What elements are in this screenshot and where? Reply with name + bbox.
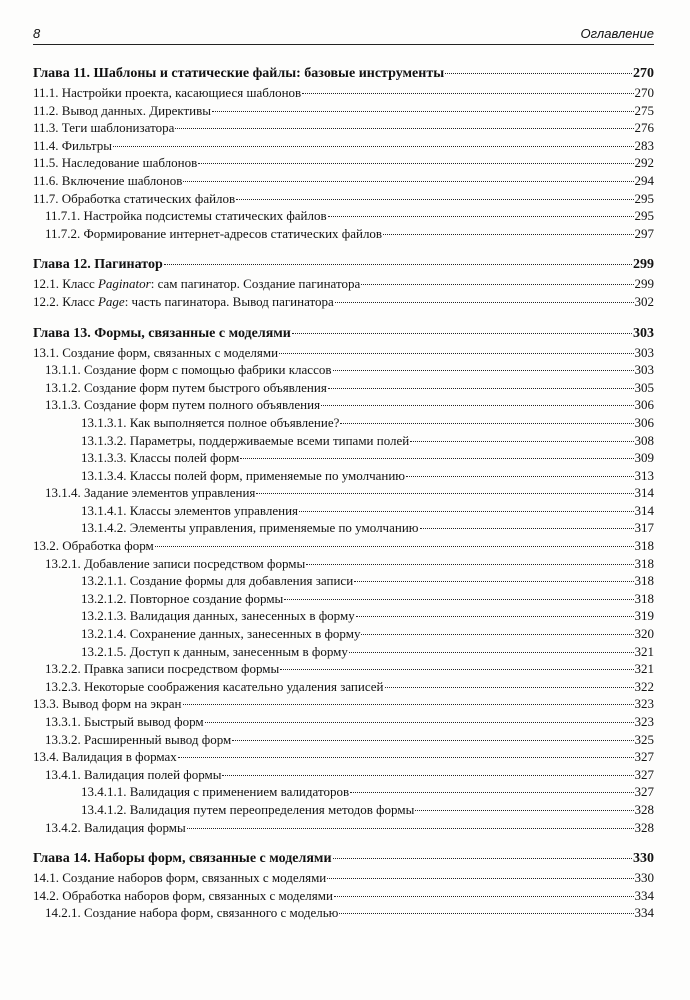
page-ref: 275 xyxy=(634,102,654,118)
dot-leader xyxy=(361,630,633,635)
dot-leader xyxy=(212,107,634,112)
dot-leader xyxy=(183,177,633,182)
page-ref: 334 xyxy=(634,905,654,921)
section-title: 13.3. Вывод форм на экран xyxy=(33,696,182,712)
page-ref: 313 xyxy=(634,467,654,483)
section-title: 13.1.4.2. Элементы управления, применяемые по умолчанию xyxy=(81,520,419,536)
dot-leader xyxy=(178,753,634,758)
dot-leader xyxy=(279,349,633,354)
page-ref: 327 xyxy=(634,766,654,782)
toc-entry-row[interactable] xyxy=(33,695,654,713)
toc-entry-row[interactable] xyxy=(33,102,654,120)
page-ref: 306 xyxy=(634,397,654,413)
page-ref: 320 xyxy=(634,626,654,642)
section-title: 11.6. Включение шаблонов xyxy=(33,172,183,188)
page-ref: 305 xyxy=(634,379,654,395)
section-title: 11.7.2. Формирование интернет-адресов статических файлов xyxy=(45,225,383,241)
dot-leader xyxy=(205,718,634,723)
toc-entry-row[interactable] xyxy=(33,678,654,696)
section-title: 13.1.3.4. Классы полей форм, применяемые по умолчанию xyxy=(81,467,406,483)
toc-entry-row[interactable] xyxy=(33,190,654,208)
toc-entry-row[interactable] xyxy=(33,137,654,155)
toc-entry-row[interactable] xyxy=(33,887,654,905)
toc-entry-row[interactable] xyxy=(33,904,654,922)
section-title: 13.2.1.2. Повторное создание формы xyxy=(81,590,284,606)
dot-leader xyxy=(335,298,634,303)
toc-entry-row[interactable] xyxy=(33,432,654,450)
page-ref: 327 xyxy=(634,749,654,765)
section-title: 11.5. Наследование шаблонов xyxy=(33,155,198,171)
dot-leader xyxy=(350,788,633,793)
toc-entry-row[interactable] xyxy=(33,293,654,311)
toc-entry-row[interactable] xyxy=(33,748,654,766)
dot-leader xyxy=(333,854,632,859)
section-title: 13.1.3.1. Как выполняется полное объявление? xyxy=(81,414,340,430)
toc-entry-row[interactable] xyxy=(33,766,654,784)
page-ref: 317 xyxy=(634,520,654,536)
page-number: 8 xyxy=(33,26,41,41)
dot-leader xyxy=(155,542,634,547)
section-title: 13.4. Валидация в формах xyxy=(33,749,177,765)
page-ref: 292 xyxy=(634,155,654,171)
section-title: 13.1.1. Создание форм с помощью фабрики классов xyxy=(45,362,332,378)
toc-entry-row[interactable] xyxy=(33,625,654,643)
page-ref: 334 xyxy=(634,887,654,903)
section-title: 13.2.1. Добавление записи посредством формы xyxy=(45,555,306,571)
section-title: 13.1.4.1. Классы элементов управления xyxy=(81,502,299,518)
section-title: 13.2.3. Некоторые соображения касательно удаления записей xyxy=(45,678,384,694)
chapter-title: Глава 13. Формы, связанные с моделями xyxy=(33,325,291,341)
section-title: 11.7.1. Настройка подсистемы статических файлов xyxy=(45,208,327,224)
toc-entry-row[interactable] xyxy=(33,537,654,555)
dot-leader xyxy=(354,577,633,582)
toc-entry-row[interactable] xyxy=(33,84,654,102)
toc-entry-row[interactable] xyxy=(33,607,654,625)
page-ref: 308 xyxy=(634,432,654,448)
section-title: 13.2.1.1. Создание формы для добавления записи xyxy=(81,573,354,589)
dot-leader xyxy=(236,195,633,200)
page-ref: 270 xyxy=(634,85,654,100)
toc-entry-row[interactable] xyxy=(33,590,654,608)
section-title: 14.2. Обработка наборов форм, связанных с моделями xyxy=(33,887,333,903)
dot-leader xyxy=(385,683,634,688)
page-ref: 303 xyxy=(633,325,654,341)
section-title: 13.4.1. Валидация полей формы xyxy=(45,766,222,782)
page-ref: 314 xyxy=(634,485,654,501)
dot-leader xyxy=(232,736,633,741)
page-ref: 318 xyxy=(634,555,654,571)
toc-entry-row[interactable] xyxy=(33,572,654,590)
dot-leader xyxy=(334,892,634,897)
page-ref: 299 xyxy=(634,276,654,292)
chapter-title: Глава 11. Шаблоны и статические файлы: базовые инструменты xyxy=(33,66,445,81)
dot-leader xyxy=(164,260,632,265)
page-ref: 328 xyxy=(634,801,654,817)
page-ref: 330 xyxy=(634,870,654,886)
toc-entry-row[interactable] xyxy=(33,361,654,379)
toc-entry-row[interactable] xyxy=(33,643,654,661)
dot-leader xyxy=(328,384,634,389)
toc-entry-row[interactable] xyxy=(33,207,654,225)
dot-leader xyxy=(306,560,633,565)
toc-entry-row[interactable] xyxy=(33,783,654,801)
dot-leader xyxy=(284,595,633,600)
dot-leader xyxy=(240,454,633,459)
section-title: 13.1.3.2. Параметры, поддерживаемые всеми типами полей xyxy=(81,432,410,448)
page-ref: 306 xyxy=(634,414,654,430)
running-title: Оглавление xyxy=(580,26,654,41)
dot-leader xyxy=(321,401,633,406)
chapter-title: Глава 12. Пагинатор xyxy=(33,257,163,273)
toc-entry-row[interactable] xyxy=(33,396,654,414)
page-ref: 318 xyxy=(634,538,654,554)
section-title: 12.2. Класс Page: часть пагинатора. Вывод пагинатора xyxy=(33,293,334,309)
section-title: 11.7. Обработка статических файлов xyxy=(33,190,236,206)
section-title: 11.2. Вывод данных. Директивы xyxy=(33,102,211,118)
page-ref: 302 xyxy=(634,293,654,309)
page-ref: 309 xyxy=(634,450,654,466)
toc-entry-row[interactable] xyxy=(33,660,654,678)
toc-entry-row[interactable] xyxy=(33,801,654,819)
section-title: 11.1. Настройки проекта, касающиеся шаблонов xyxy=(33,85,302,100)
toc-entry-row[interactable] xyxy=(33,275,654,293)
page-ref: 323 xyxy=(634,714,654,729)
dot-leader xyxy=(187,824,634,829)
page-ref: 270 xyxy=(633,66,654,81)
dot-leader xyxy=(198,159,633,164)
toc-entry-row[interactable] xyxy=(33,869,654,887)
section-title: 13.1. Создание форм, связанных с моделями xyxy=(33,344,279,360)
dot-leader xyxy=(356,612,634,617)
section-title: 13.4.1.1. Валидация с применением валидаторов xyxy=(81,784,350,800)
dot-leader xyxy=(222,771,633,776)
toc-entry-row[interactable] xyxy=(33,519,654,537)
toc-entry-row[interactable] xyxy=(33,344,654,362)
page-ref: 319 xyxy=(634,608,654,624)
dot-leader xyxy=(340,419,633,424)
dot-leader xyxy=(299,507,633,512)
section-title: 11.4. Фильтры xyxy=(33,137,112,153)
dot-leader xyxy=(420,524,634,529)
page-ref: 321 xyxy=(634,643,654,659)
toc-entry-row[interactable] xyxy=(33,225,654,243)
page-ref: 303 xyxy=(634,344,654,360)
toc-chapter-row[interactable] xyxy=(33,64,654,84)
toc-chapter-row[interactable] xyxy=(33,849,654,869)
page-ref: 322 xyxy=(634,678,654,694)
page-ref: 276 xyxy=(634,120,654,136)
toc-entry-row[interactable] xyxy=(33,414,654,432)
toc-entry-row[interactable] xyxy=(33,731,654,749)
toc-entry-row[interactable] xyxy=(33,502,654,520)
page-ref: 325 xyxy=(634,731,654,747)
page-ref: 283 xyxy=(634,137,654,153)
toc-entry-row[interactable] xyxy=(33,484,654,502)
section-title: 13.2.1.5. Доступ к данным, занесенным в форму xyxy=(81,643,348,659)
dot-leader xyxy=(292,329,632,334)
dot-leader xyxy=(361,280,633,285)
page-ref: 299 xyxy=(633,257,654,273)
page-ref: 321 xyxy=(634,661,654,677)
page-ref: 295 xyxy=(634,208,654,224)
page-ref: 318 xyxy=(634,573,654,589)
dot-leader xyxy=(410,437,633,442)
page-header xyxy=(33,24,654,45)
section-title: 13.3.1. Быстрый вывод форм xyxy=(45,714,204,729)
toc-chapter-row[interactable] xyxy=(33,324,654,344)
section-title: 13.1.4. Задание элементов управления xyxy=(45,485,256,501)
section-title: 13.1.3. Создание форм путем полного объявления xyxy=(45,397,321,413)
section-title: 13.2. Обработка форм xyxy=(33,538,154,554)
toc-entry-row[interactable] xyxy=(33,467,654,485)
dot-leader xyxy=(415,806,633,811)
page-ref: 294 xyxy=(634,172,654,188)
toc-entry-row[interactable] xyxy=(33,119,654,137)
section-title: 14.1. Создание наборов форм, связанных с моделями xyxy=(33,870,327,886)
page-ref: 314 xyxy=(634,502,654,518)
chapter-title: Глава 14. Наборы форм, связанные с моделями xyxy=(33,851,332,867)
section-title: 13.2.1.4. Сохранение данных, занесенных в форму xyxy=(81,626,361,642)
dot-leader xyxy=(175,124,633,129)
toc-entry-row[interactable] xyxy=(33,379,654,397)
section-title: 13.4.1.2. Валидация путем переопределения методов формы xyxy=(81,801,415,817)
page-ref: 323 xyxy=(634,696,654,712)
page-ref: 303 xyxy=(634,362,654,378)
dot-leader xyxy=(445,69,632,74)
section-title: 13.2.2. Правка записи посредством формы xyxy=(45,661,280,677)
page-ref: 330 xyxy=(633,851,654,867)
dot-leader xyxy=(280,665,633,670)
toc-entry-row[interactable] xyxy=(33,819,654,837)
page-ref: 297 xyxy=(634,225,654,241)
section-title: 13.1.2. Создание форм путем быстрого объявления xyxy=(45,379,327,395)
dot-leader xyxy=(327,874,633,879)
section-title: 13.4.2. Валидация формы xyxy=(45,819,186,835)
dot-leader xyxy=(406,472,633,477)
section-title: 11.3. Теги шаблонизатора xyxy=(33,120,175,136)
dot-leader xyxy=(328,212,634,217)
toc-entry-row[interactable] xyxy=(33,555,654,573)
toc-entry-row[interactable] xyxy=(33,172,654,190)
dot-leader xyxy=(183,700,634,705)
toc-entry-row[interactable] xyxy=(33,713,654,731)
page-ref: 318 xyxy=(634,590,654,606)
section-title: 13.1.3.3. Классы полей форм xyxy=(81,450,240,466)
table-of-contents xyxy=(33,64,654,922)
section-title: 12.1. Класс Paginator: сам пагинатор. Создание пагинатора xyxy=(33,276,361,292)
page-ref: 295 xyxy=(634,190,654,206)
toc-chapter-row[interactable] xyxy=(33,255,654,275)
section-title: 13.3.2. Расширенный вывод форм xyxy=(45,731,232,747)
dot-leader xyxy=(349,648,634,653)
dot-leader xyxy=(339,909,633,914)
page-ref: 327 xyxy=(634,784,654,800)
dot-leader xyxy=(113,142,634,147)
dot-leader xyxy=(383,230,633,235)
toc-entry-row[interactable] xyxy=(33,154,654,172)
section-title: 13.2.1.3. Валидация данных, занесенных в форму xyxy=(81,608,355,624)
dot-leader xyxy=(302,89,633,94)
toc-entry-row[interactable] xyxy=(33,449,654,467)
page-ref: 328 xyxy=(634,819,654,835)
section-title: 14.2.1. Создание набора форм, связанного с моделью xyxy=(45,905,339,921)
dot-leader xyxy=(256,489,633,494)
dot-leader xyxy=(333,366,634,371)
